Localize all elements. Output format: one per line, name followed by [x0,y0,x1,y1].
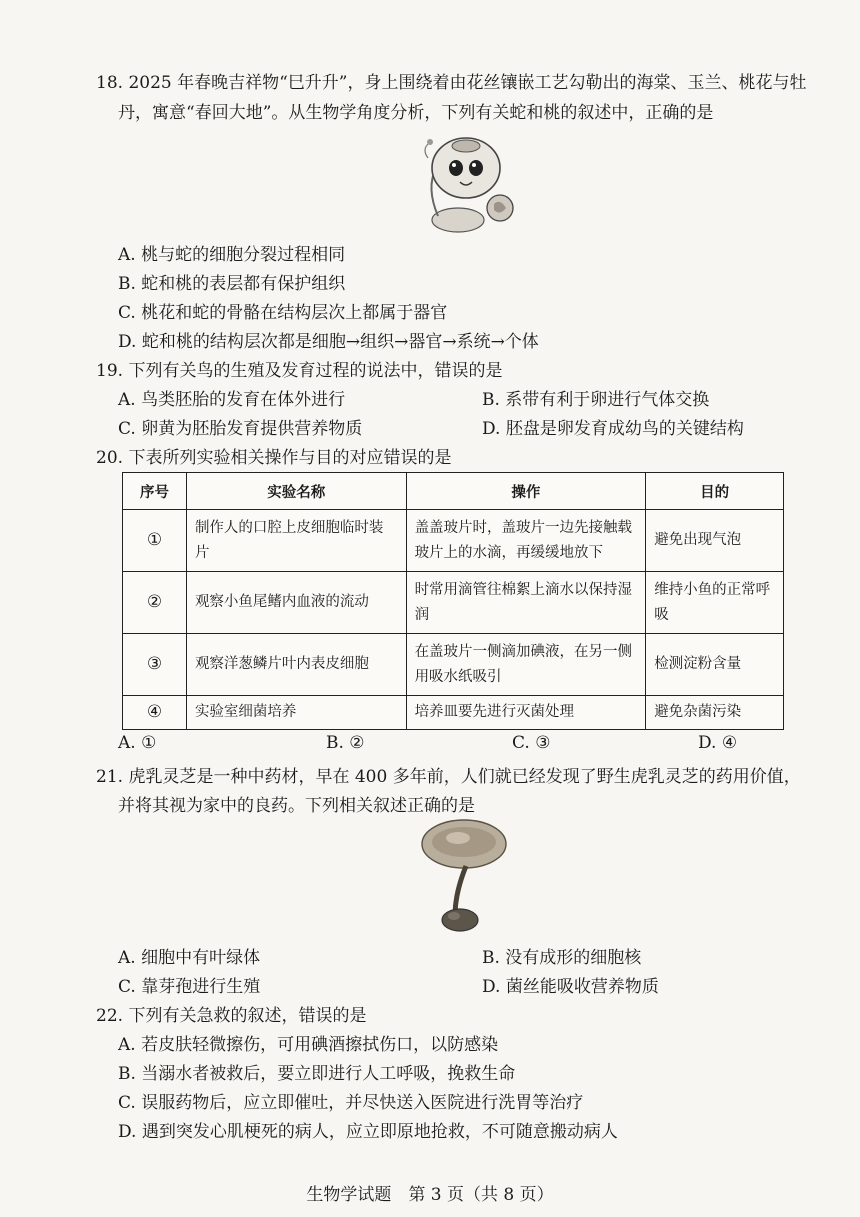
table-header: 序号 [123,473,187,510]
q19-option-a[interactable]: A. 鸟类胚胎的发育在体外进行 [118,390,346,410]
q18-option-c[interactable]: C. 桃花和蛇的骨骼在结构层次上都属于器官 [118,303,448,323]
q19-option-b[interactable]: B. 系带有利于卵进行气体交换 [482,390,710,410]
table-cell: 在盖玻片一侧滴加碘液，在另一侧用吸水纸吸引 [406,634,646,696]
table-row [123,696,784,730]
q21-option-b[interactable]: B. 没有成形的细胞核 [482,948,642,968]
page-footer: 生物学试题 第 3 页（共 8 页） [306,1185,554,1205]
q20-option-a[interactable]: A. ① [118,733,157,753]
table-cell: 避免杂菌污染 [646,696,784,730]
table-row [123,510,784,572]
table-header: 实验名称 [186,473,406,510]
table-cell: ③ [123,634,187,696]
q18-option-a[interactable]: A. 桃与蛇的细胞分裂过程相同 [118,245,346,265]
table-cell: 实验室细菌培养 [186,696,406,730]
q21-stem-line1: 21. 虎乳灵芝是一种中药材，早在 400 多年前，人们就已经发现了野生虎乳灵芝的药用价值， [96,767,801,787]
table-cell: 避免出现气泡 [646,510,784,572]
snake-mascot-illustration [408,128,518,234]
q18-stem-line1: 18. 2025 年春晚吉祥物“巳升升”，身上围绕着由花丝镶嵌工艺勾勒出的海棠、玉兰、桃花与牡 [96,73,807,93]
q21-option-a[interactable]: A. 细胞中有叶绿体 [118,948,261,968]
table-cell: 维持小鱼的正常呼吸 [646,572,784,634]
q18-stem-line2: 丹，寓意“春回大地”。从生物学角度分析，下列有关蛇和桃的叙述中，正确的是 [118,103,714,123]
q19-option-c[interactable]: C. 卵黄为胚胎发育提供营养物质 [118,419,363,439]
table-row [123,572,784,634]
q20-option-b[interactable]: B. ② [326,733,365,753]
q21-stem-line2: 并将其视为家中的良药。下列相关叙述正确的是 [118,796,475,816]
table-cell: 培养皿要先进行灭菌处理 [406,696,646,730]
q21-option-c[interactable]: C. 靠芽孢进行生殖 [118,977,261,997]
q22-stem: 22. 下列有关急救的叙述，错误的是 [96,1006,367,1026]
experiment-table [122,472,784,730]
q19-stem: 19. 下列有关鸟的生殖及发育过程的说法中，错误的是 [96,361,503,381]
table-header-row [123,473,784,510]
q20-option-d[interactable]: D. ④ [698,733,738,753]
q22-option-d[interactable]: D. 遇到突发心肌梗死的病人，应立即原地抢救，不可随意搬动病人 [118,1122,618,1142]
table-cell: 制作人的口腔上皮细胞临时装片 [186,510,406,572]
table-cell: 观察洋葱鳞片叶内表皮细胞 [186,634,406,696]
q22-option-c[interactable]: C. 误服药物后，应立即催吐，并尽快送入医院进行洗胃等治疗 [118,1093,584,1113]
table-cell: 时常用滴管往棉絮上滴水以保持湿润 [406,572,646,634]
q18-option-d[interactable]: D. 蛇和桃的结构层次都是细胞→组织→器官→系统→个体 [118,332,539,352]
q22-option-a[interactable]: A. 若皮肤轻微擦伤，可用碘酒擦拭伤口，以防感染 [118,1035,499,1055]
table-row [123,634,784,696]
q19-option-d[interactable]: D. 胚盘是卵发育成幼鸟的关键结构 [482,419,744,439]
q21-option-d[interactable]: D. 菌丝能吸收营养物质 [482,977,659,997]
table-cell: ④ [123,696,187,730]
q20-stem: 20. 下表所列实验相关操作与目的对应错误的是 [96,448,452,468]
table-cell: 盖盖玻片时，盖玻片一边先接触载玻片上的水滴，再缓缓地放下 [406,510,646,572]
q22-option-b[interactable]: B. 当溺水者被救后，要立即进行人工呼吸，挽救生命 [118,1064,516,1084]
table-cell: 检测淀粉含量 [646,634,784,696]
table-header: 操作 [406,473,646,510]
mushroom-illustration [418,816,514,934]
table-cell: 观察小鱼尾鳍内血液的流动 [186,572,406,634]
q18-option-b[interactable]: B. 蛇和桃的表层都有保护组织 [118,274,346,294]
table-header: 目的 [646,473,784,510]
q20-option-c[interactable]: C. ③ [512,733,551,753]
table-cell: ② [123,572,187,634]
table-cell: ① [123,510,187,572]
